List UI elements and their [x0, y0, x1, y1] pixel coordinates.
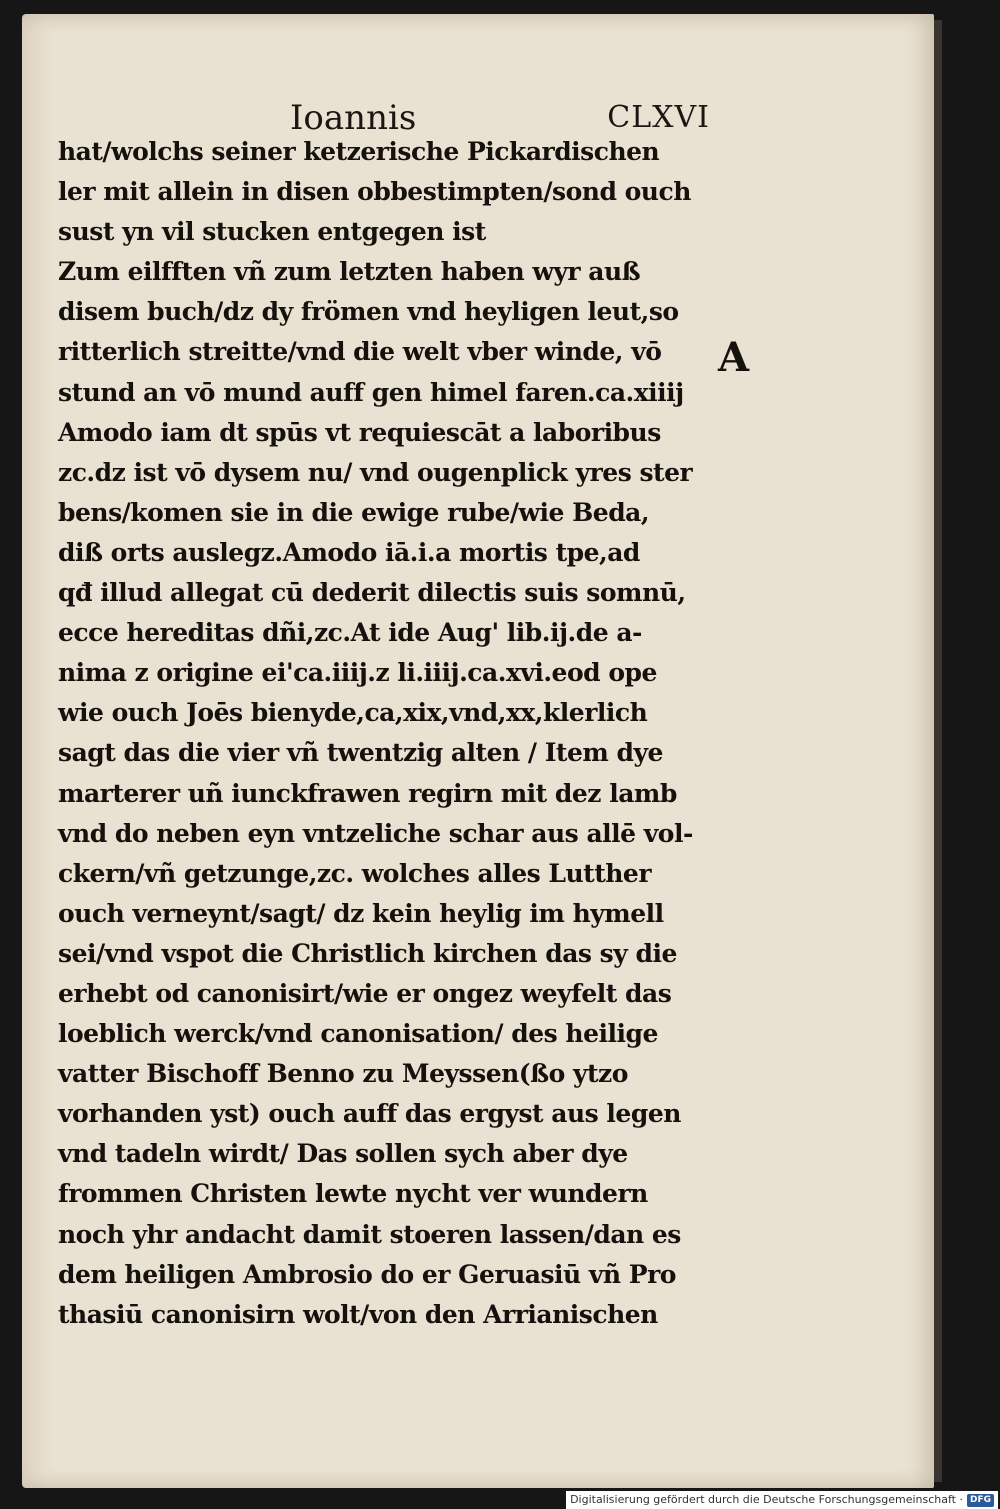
text-line: qđ illud allegat cū dederit dilectis suis somnū, — [58, 578, 686, 608]
running-head: Ioannis — [290, 98, 417, 138]
text-line: loeblich werck/vnd canonisation/ des heilige — [58, 1019, 658, 1049]
text-line: Amodo iam dt spūs vt requiescāt a laboribus — [58, 417, 661, 447]
text-line: ler mit allein in disen obbestimpten/sond ouch — [58, 177, 691, 207]
footer-text: Digitalisierung gefördert durch die Deutsche Forschungsgemeinschaft · — [570, 1493, 963, 1506]
text-line: vnd tadeln wirdt/ Das sollen sych aber dye — [58, 1139, 628, 1169]
text-line: vnd do neben eyn vntzeliche schar aus allē vol- — [58, 818, 693, 848]
text-line: ouch verneynt/sagt/ dz kein heylig im hymell — [58, 898, 664, 928]
text-line: disem buch/dz dy frömen vnd heyligen leut,so — [58, 297, 679, 327]
text-line: stund an vō mund auff gen himel faren.ca.xiiij — [58, 377, 684, 407]
text-line: ecce hereditas dñi,zc.At ide Aug' lib.ij.de a- — [58, 618, 642, 648]
text-line: sust yn vil stucken entgegen ist — [58, 217, 486, 247]
page-edge-shadow — [934, 20, 942, 1482]
text-line: vatter Bischoff Benno zu Meyssen(ßo ytzo — [58, 1059, 628, 1089]
text-line: bens/komen sie in die ewige rube/wie Beda, — [58, 497, 650, 527]
text-line: dem heiligen Ambrosio do er Geruasiū vñ Pro — [58, 1259, 676, 1289]
text-line: frommen Christen lewte nycht ver wundern — [58, 1179, 648, 1209]
text-line: hat/wolchs seiner ketzerische Pickardischen — [58, 137, 660, 166]
folio-number: CLXVI — [607, 100, 710, 135]
signature-mark: A — [718, 334, 750, 381]
text-line: wie ouch Joēs bienyde,ca,xix,vnd,xx,klerlich — [58, 698, 648, 728]
text-line: Zum eilfften vñ zum letzten haben wyr auß — [58, 257, 641, 287]
text-line: zc.dz ist vō dysem nu/ vnd ougenplick yres ster — [58, 457, 693, 487]
text-line: marterer uñ iunckfrawen regirn mit dez lamb — [58, 778, 677, 808]
text-line: sagt das die vier vñ twentzig alten / Item dye — [58, 738, 663, 768]
text-line: erhebt od canonisirt/wie er ongez weyfelt das — [58, 978, 672, 1008]
text-block — [58, 132, 718, 1335]
text-line: sei/vnd vspot die Christlich kirchen das sy die — [58, 938, 677, 968]
dfg-logo-icon: DFG — [967, 1494, 994, 1507]
text-line: vorhanden yst) ouch auff das ergyst aus legen — [58, 1099, 681, 1129]
text-line: thasiū canonisirn wolt/von den Arrianischen — [58, 1299, 658, 1329]
text-line: ritterlich streitte/vnd die welt vber winde, vō — [58, 337, 662, 367]
text-line: ckern/vñ getzunge,zc. wolches alles Lutther — [58, 858, 651, 888]
text-line: nima z origine ei'ca.iiij.z li.iiij.ca.xvi.eod ope — [58, 658, 657, 688]
text-line: diß orts auslegz.Amodo iā.i.a mortis tpe,ad — [58, 537, 640, 567]
footer-credit — [566, 1491, 998, 1509]
text-line: noch yhr andacht damit stoeren lassen/dan es — [58, 1219, 681, 1249]
